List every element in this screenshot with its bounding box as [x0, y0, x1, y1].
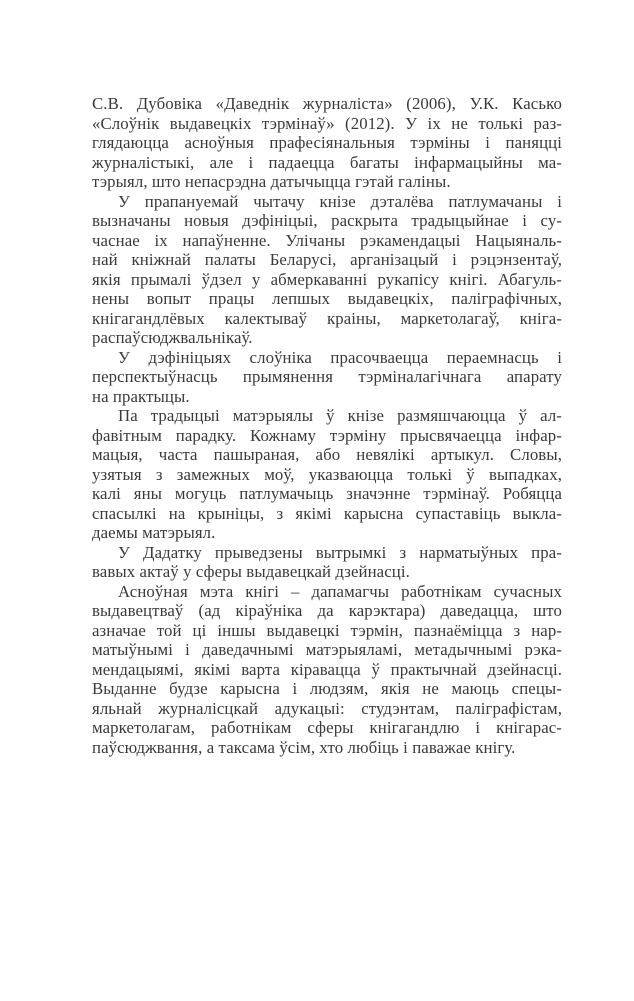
- text-line: У прапануемай чытачу кнізе дэталёва патлумачаны і: [118, 191, 562, 211]
- text-line: «Слоўнік выдавецкіх тэрмінаў» (2012). У іх не толькі раз-: [92, 113, 562, 133]
- paragraph: [92, 406, 562, 543]
- text-line: нены вопыт працы лепшых выдавецкіх, паліграфічных,: [92, 289, 562, 308]
- paragraph: [92, 94, 562, 192]
- text-line: перспектыўнасць прымянення тэрміналагічнага апарату: [92, 367, 562, 386]
- text-line: яльнай журналісцкай адукацыі: студэнтам, паліграфістам,: [92, 698, 562, 718]
- text-line: маркетолагам, работнікам сферы кнігагандлю і кнігарас-: [92, 718, 562, 737]
- text-line: У Дадатку прыведзены вытрымкі з нарматыўных пра-: [118, 542, 562, 562]
- text-line: паўсюджвання, а таксама ўсім, хто любіць і паважае кнігу.: [92, 737, 516, 757]
- text-line: вызначаны новыя дэфініцыі, раскрыта традыцыйнае і су-: [92, 211, 562, 230]
- text-line: якія прымалі ўдзел у абмеркаванні рукапісу кнігі. Абагуль-: [92, 269, 562, 289]
- paragraph: [92, 348, 562, 407]
- text-line: С.В. Дубовіка «Даведнік журналіста» (2006), У.К. Касько: [92, 94, 562, 113]
- text-line: мендацыямі, якімі варта кіравацца ў практычнай дзейнасці.: [92, 659, 562, 679]
- text-line: на практыцы.: [92, 386, 190, 406]
- text-line: Па традыцыі матэрыялы ў кнізе размяшчаюцца ў ал-: [118, 406, 562, 425]
- text-line: мацыя, часта пашыраная, або невялікі артыкул. Словы,: [92, 445, 562, 464]
- text-line: кнігагандлёвых калектываў краіны, маркетолагаў, кніга-: [92, 308, 562, 328]
- text-line: тэрыял, што непасрэдна датычыцца гэтай галіны.: [92, 172, 451, 191]
- text-line: калі яны могуць патлумачыць значэнне тэрмінаў. Робяцца: [92, 484, 562, 503]
- text-block: [92, 94, 562, 757]
- text-line: часнае іх напаўненне. Улічаны рэкамендацыі Нацыяналь-: [92, 230, 562, 250]
- text-line: азначае той ці іншы выдавецкі тэрмін, пазнаёміцца з нар-: [92, 620, 562, 640]
- text-line: выдавецтваў (ад кіраўніка да карэктара) даведацца, што: [92, 601, 562, 620]
- text-line: най кніжнай палаты Беларусі, арганізацый і рэцэнзентаў,: [92, 250, 562, 269]
- paragraph: [92, 582, 562, 758]
- paragraph: [92, 543, 562, 582]
- text-line: журналістыкі, але і падаецца багаты інфармацыйны ма-: [92, 152, 562, 172]
- text-line: фавітным парадку. Кожнаму тэрміну прысвячаецца інфар-: [92, 425, 562, 445]
- text-line: Выданне будзе карысна і людзям, якія не маюць спецы-: [92, 679, 562, 698]
- text-line: узятыя з замежных моў, указваюцца толькі ў выпадках,: [92, 464, 562, 484]
- text-line: спасылкі на крыніцы, з якімі карысна супаставіць выкла-: [92, 503, 562, 523]
- text-line: У дэфініцыях слоўніка прасочваецца пераемнасць і: [118, 347, 562, 367]
- paragraph: [92, 192, 562, 348]
- text-line: матыўнымі і даведачнымі матэрыяламі, метадычнымі рэка-: [92, 640, 562, 659]
- text-line: вавых актаў у сферы выдавецкай дзейнасці.: [92, 562, 410, 581]
- text-line: даемы матэрыял.: [92, 523, 216, 542]
- text-line: распаўсюджвальнікаў.: [92, 328, 253, 347]
- text-line: глядаюцца асноўныя прафесіянальныя тэрміны і паняцці: [92, 133, 562, 152]
- text-line: Асноўная мэта кнігі – дапамагчы работнікам сучасных: [118, 581, 562, 601]
